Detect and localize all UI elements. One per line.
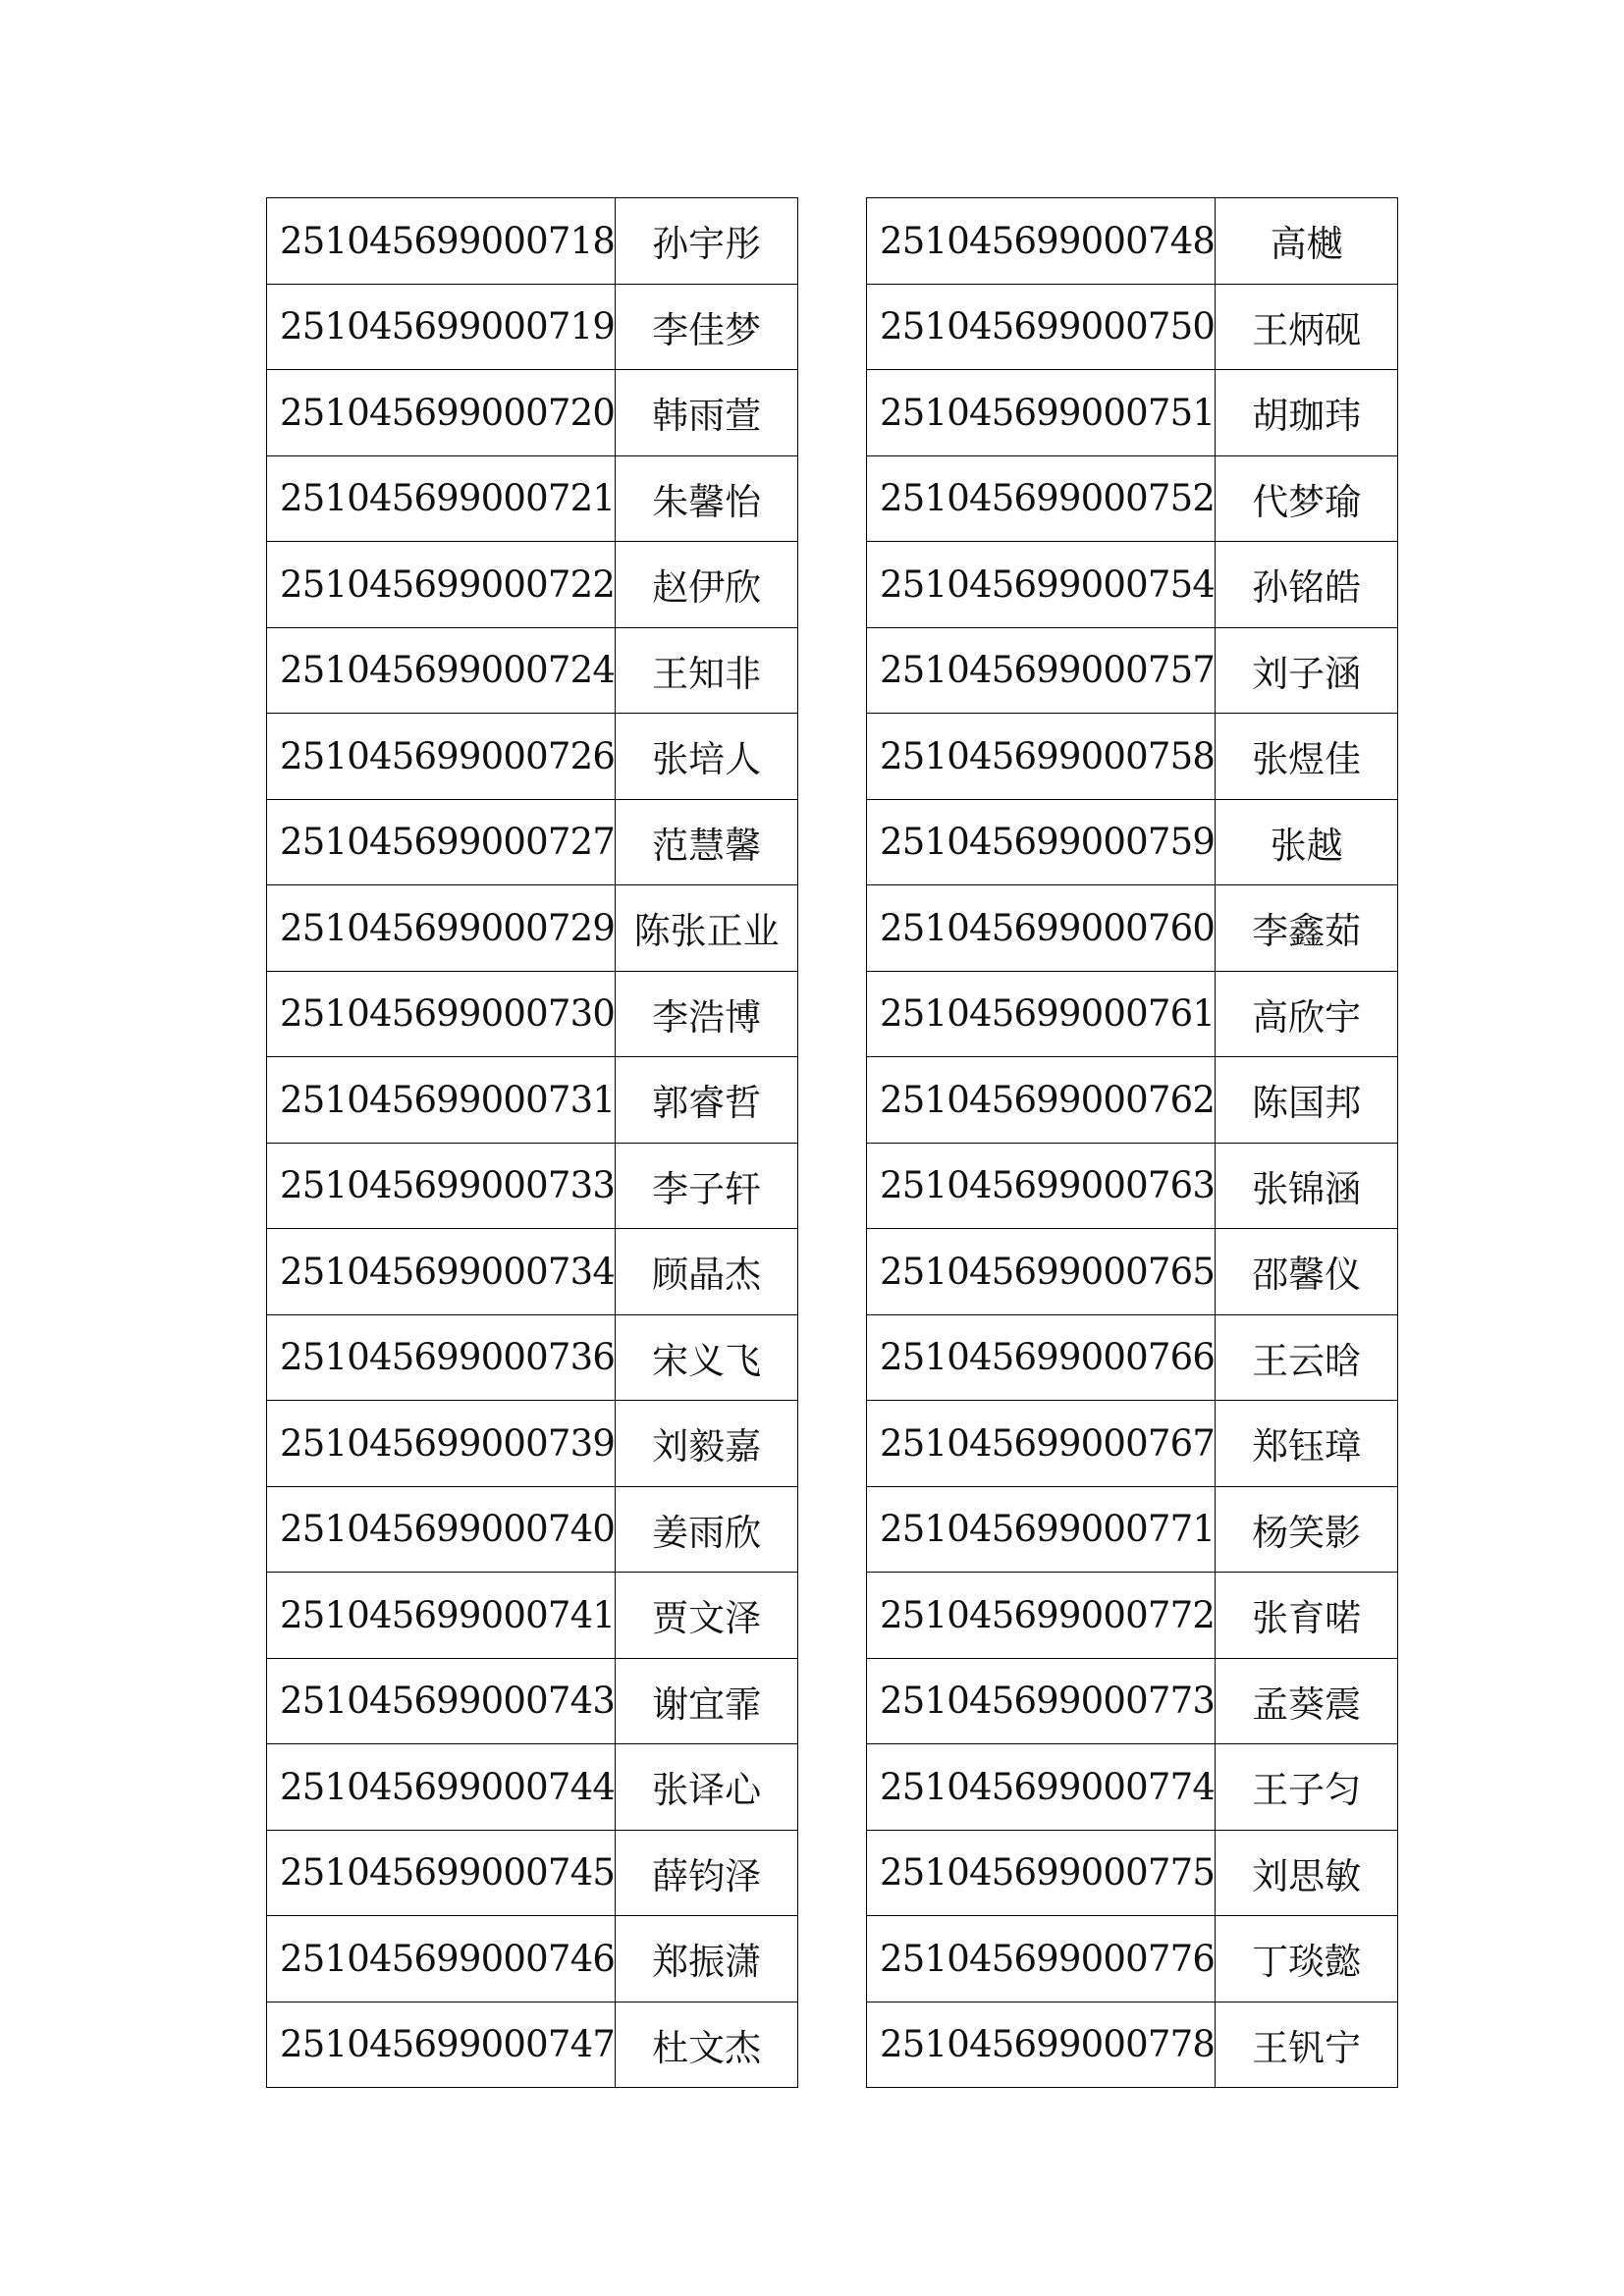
table-row <box>267 971 798 1057</box>
table-row <box>867 1830 1398 1916</box>
student-name-cell: 范慧馨 <box>616 799 798 885</box>
table-row <box>867 1486 1398 1573</box>
student-id-cell: 251045699000721 <box>267 455 616 542</box>
table-row <box>867 627 1398 714</box>
student-name-cell: 郑钰璋 <box>1216 1401 1398 1487</box>
table-row <box>267 2002 798 2088</box>
student-id-cell: 251045699000740 <box>267 1486 616 1573</box>
student-name-cell: 邵馨仪 <box>1216 1229 1398 1315</box>
student-name-cell: 李浩博 <box>616 971 798 1057</box>
student-name-cell: 王云晗 <box>1216 1314 1398 1401</box>
roster-body-right <box>867 198 1398 2088</box>
student-name-cell: 顾晶杰 <box>616 1229 798 1315</box>
table-row <box>867 1744 1398 1831</box>
student-id-cell: 251045699000739 <box>267 1401 616 1487</box>
student-id-cell: 251045699000747 <box>267 2002 616 2088</box>
student-id-cell: 251045699000750 <box>867 284 1216 370</box>
student-name-cell: 孟葵震 <box>1216 1658 1398 1744</box>
student-name-cell: 李佳梦 <box>616 284 798 370</box>
table-row <box>867 1401 1398 1487</box>
student-name-cell: 张译心 <box>616 1744 798 1831</box>
student-id-cell: 251045699000761 <box>867 971 1216 1057</box>
student-name-cell: 孙铭皓 <box>1216 542 1398 628</box>
student-id-cell: 251045699000762 <box>867 1057 1216 1144</box>
student-name-cell: 韩雨萱 <box>616 370 798 456</box>
student-id-cell: 251045699000771 <box>867 1486 1216 1573</box>
table-row <box>867 885 1398 972</box>
student-name-cell: 宋义飞 <box>616 1314 798 1401</box>
table-row <box>267 1744 798 1831</box>
student-id-cell: 251045699000766 <box>867 1314 1216 1401</box>
student-id-cell: 251045699000727 <box>267 799 616 885</box>
student-name-cell: 代梦瑜 <box>1216 455 1398 542</box>
student-name-cell: 孙宇彤 <box>616 198 798 285</box>
student-name-cell: 刘思敏 <box>1216 1830 1398 1916</box>
roster-table-left <box>266 197 798 2088</box>
student-id-cell: 251045699000752 <box>867 455 1216 542</box>
table-row <box>867 1229 1398 1315</box>
table-row <box>267 1057 798 1144</box>
student-id-cell: 251045699000767 <box>867 1401 1216 1487</box>
table-row <box>867 370 1398 456</box>
student-id-cell: 251045699000757 <box>867 627 1216 714</box>
student-id-cell: 251045699000760 <box>867 885 1216 972</box>
student-name-cell: 王炳砚 <box>1216 284 1398 370</box>
table-row <box>867 1057 1398 1144</box>
table-row <box>267 1658 798 1744</box>
student-name-cell: 王子匀 <box>1216 1744 1398 1831</box>
student-id-cell: 251045699000729 <box>267 885 616 972</box>
student-id-cell: 251045699000775 <box>867 1830 1216 1916</box>
table-row <box>267 1229 798 1315</box>
student-name-cell: 杨笑影 <box>1216 1486 1398 1573</box>
student-id-cell: 251045699000733 <box>267 1143 616 1229</box>
student-id-cell: 251045699000765 <box>867 1229 1216 1315</box>
student-name-cell: 赵伊欣 <box>616 542 798 628</box>
student-name-cell: 朱馨怡 <box>616 455 798 542</box>
student-id-cell: 251045699000736 <box>267 1314 616 1401</box>
student-name-cell: 王钒宁 <box>1216 2002 1398 2088</box>
student-name-cell: 高樾 <box>1216 198 1398 285</box>
table-row <box>267 1314 798 1401</box>
table-row <box>267 799 798 885</box>
table-row <box>267 1143 798 1229</box>
student-name-cell: 张煜佳 <box>1216 714 1398 800</box>
student-id-cell: 251045699000751 <box>867 370 1216 456</box>
student-id-cell: 251045699000724 <box>267 627 616 714</box>
student-name-cell: 杜文杰 <box>616 2002 798 2088</box>
student-id-cell: 251045699000746 <box>267 1916 616 2002</box>
student-name-cell: 李子轩 <box>616 1143 798 1229</box>
table-row <box>267 1573 798 1659</box>
table-row <box>267 284 798 370</box>
student-id-cell: 251045699000726 <box>267 714 616 800</box>
table-row <box>867 2002 1398 2088</box>
table-row <box>267 455 798 542</box>
student-name-cell: 刘毅嘉 <box>616 1401 798 1487</box>
student-id-cell: 251045699000759 <box>867 799 1216 885</box>
student-name-cell: 薛钧泽 <box>616 1830 798 1916</box>
student-name-cell: 刘子涵 <box>1216 627 1398 714</box>
table-row <box>867 542 1398 628</box>
student-id-cell: 251045699000730 <box>267 971 616 1057</box>
table-row <box>267 370 798 456</box>
table-row <box>867 1658 1398 1744</box>
student-id-cell: 251045699000720 <box>267 370 616 456</box>
student-id-cell: 251045699000743 <box>267 1658 616 1744</box>
roster-table-right <box>866 197 1398 2088</box>
table-row <box>267 1916 798 2002</box>
table-row <box>267 1401 798 1487</box>
student-name-cell: 贾文泽 <box>616 1573 798 1659</box>
table-row <box>867 198 1398 285</box>
student-id-cell: 251045699000744 <box>267 1744 616 1831</box>
table-row <box>267 714 798 800</box>
student-id-cell: 251045699000774 <box>867 1744 1216 1831</box>
student-name-cell: 郑振潇 <box>616 1916 798 2002</box>
student-id-cell: 251045699000734 <box>267 1229 616 1315</box>
table-row <box>867 971 1398 1057</box>
table-row <box>867 1573 1398 1659</box>
table-row <box>867 1314 1398 1401</box>
student-name-cell: 胡珈玮 <box>1216 370 1398 456</box>
table-row <box>867 799 1398 885</box>
table-row <box>267 1486 798 1573</box>
table-row <box>267 1830 798 1916</box>
student-id-cell: 251045699000776 <box>867 1916 1216 2002</box>
table-row <box>867 455 1398 542</box>
student-id-cell: 251045699000748 <box>867 198 1216 285</box>
student-id-cell: 251045699000745 <box>267 1830 616 1916</box>
table-row <box>267 627 798 714</box>
student-name-cell: 陈张正业 <box>616 885 798 972</box>
student-id-cell: 251045699000758 <box>867 714 1216 800</box>
student-name-cell: 陈国邦 <box>1216 1057 1398 1144</box>
student-id-cell: 251045699000731 <box>267 1057 616 1144</box>
student-id-cell: 251045699000722 <box>267 542 616 628</box>
table-row <box>267 542 798 628</box>
student-name-cell: 姜雨欣 <box>616 1486 798 1573</box>
table-row <box>867 284 1398 370</box>
table-row <box>267 198 798 285</box>
student-name-cell: 王知非 <box>616 627 798 714</box>
student-name-cell: 丁琰懿 <box>1216 1916 1398 2002</box>
student-name-cell: 李鑫茹 <box>1216 885 1398 972</box>
table-row <box>267 885 798 972</box>
student-name-cell: 张育喏 <box>1216 1573 1398 1659</box>
student-id-cell: 251045699000719 <box>267 284 616 370</box>
student-name-cell: 张越 <box>1216 799 1398 885</box>
student-name-cell: 高欣宇 <box>1216 971 1398 1057</box>
student-id-cell: 251045699000718 <box>267 198 616 285</box>
student-name-cell: 谢宜霏 <box>616 1658 798 1744</box>
table-row <box>867 1143 1398 1229</box>
student-id-cell: 251045699000772 <box>867 1573 1216 1659</box>
table-row <box>867 1916 1398 2002</box>
student-id-cell: 251045699000773 <box>867 1658 1216 1744</box>
student-name-cell: 张锦涵 <box>1216 1143 1398 1229</box>
student-name-cell: 张培人 <box>616 714 798 800</box>
student-id-cell: 251045699000763 <box>867 1143 1216 1229</box>
student-id-cell: 251045699000741 <box>267 1573 616 1659</box>
roster-body-left <box>267 198 798 2088</box>
table-row <box>867 714 1398 800</box>
student-id-cell: 251045699000778 <box>867 2002 1216 2088</box>
student-name-cell: 郭睿哲 <box>616 1057 798 1144</box>
student-id-cell: 251045699000754 <box>867 542 1216 628</box>
